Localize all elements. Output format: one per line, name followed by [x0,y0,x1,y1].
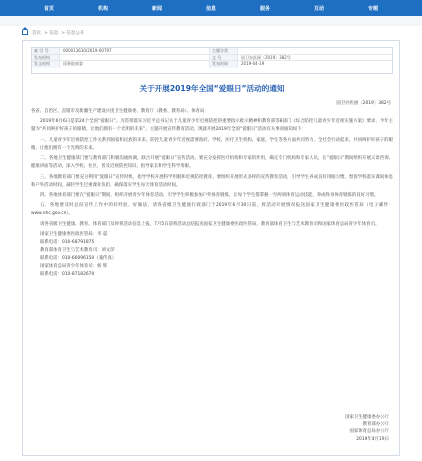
sub-navigation-strip [0,16,422,26]
document-frame [22,40,400,456]
contact-block [31,231,393,279]
nav-item-services[interactable]: 服务 [259,5,270,12]
nav-item-information[interactable]: 信息 [205,5,216,12]
document-body [31,108,393,279]
contact-line: 国家卫生健康委医政医管局：李 震 [40,232,108,238]
breadcrumb-home[interactable]: 首页 [32,30,41,36]
paragraph: 2019年6月6日是第24个全国“爱眼日”。为贯彻落实习近平总书记关于儿童青少年近视防控的重要指示批示精神和教育部等8部门《综合防控儿童青少年近视实施方案》要求，今年主题为“共同呵护好孩子的眼睛，让他们拥有一个光明的未来”。主题开展宣传教育活动，现就开展2019年全国“爱眼日”活动有关事项通知如下： [31,119,393,133]
paragraph: 请各省级卫生健康、教育、体育部门及时将活动信息上报，7月5日前将活动总结报送国家卫生健康委医政医管局、教育部体育卫生与艺术教育司和国家体育总局青少年体育司。 [40,221,380,227]
document-metadata-table [31,47,393,74]
document-title: 关于开展2019年全国“爱眼日”活动的通知 [139,84,285,93]
signatory: 国家卫生健康委办公厅 [345,415,389,420]
metadata-value: 国卫办医函〔2019〕382号 [241,54,291,60]
metadata-value [238,48,392,54]
nav-item-news[interactable]: 新闻 [151,5,162,12]
metadata-value: 2019-04-19 [241,61,265,67]
metadata-value: 000013610/2019-00797 [60,48,210,54]
signature-block [345,414,389,443]
metadata-key: 主题分类 [210,48,238,54]
top-navigation-bar [0,0,422,16]
home-icon [22,30,28,35]
metadata-key: 文 号 [210,55,238,61]
nav-item-interaction[interactable]: 互动 [313,5,324,12]
paragraph: 二、各地卫生健康部门要与教育部门积极沟通协调，联合开展“爱眼日”宣传活动。要充分发挥医疗机构和专家的作用，确定专门机构和专家人员，在“爱眼日”期间组织开展义诊咨询、健康讲座等活动，深入学校、社区，普及近视防控知识，指导家长和学生科学用眼。 [31,156,393,170]
metadata-key: 发布机构 [32,55,60,61]
signatory: 教育部办公厅 [362,422,389,428]
paragraph: 五、各地要及时总结宣传工作中的好经验、好做法，请各省级卫生健康行政部门于2019年6月30日前，将活动开展情况报送国家卫生健康委医政医管局（电子邮件：www.nhc.gov.cn）。 [31,203,393,217]
metadata-key: 索 引 号 [32,48,60,54]
breadcrumb [22,28,400,37]
paragraph: 三、各地教育部门要充分利用“爱眼日”宣传时机，指导学校开展科学用眼和近视防控教育。要组织开展形式多样的宣传教育活动，引导学生养成良好用眼习惯，督促学校落实课间休息和户外活动时间，减轻学生过重课业负担，确保落实学生每天体育活动时间。 [31,174,393,188]
nav-item-home[interactable]: 首页 [43,5,54,12]
signature-date: 2019年4月19日 [356,436,389,442]
paragraph: 四、各地体育部门要在“爱眼日”期间，组织开展青少年体育活动，引导学生积极参加户外体育锻炼，让每个学生都掌握一至两项体育运动技能，养成终身体育锻炼的良好习惯。 [40,192,379,198]
metadata-value [60,55,210,61]
signatory: 国家体育总局办公厅 [349,429,389,435]
greeting: 各省、自治区、直辖市及新疆生产建设兵团卫生健康委、教育厅（教委、教育局）、体育局： [31,109,209,114]
metadata-row [32,55,392,62]
contact-line: 联系电话：010-68791875 [40,240,95,246]
metadata-value: 国务院部委 [60,61,210,68]
contact-line: 教育部体育卫生与艺术教育司：刘文萍 [40,248,115,254]
document-number: 国卫办医函〔2019〕382号 [336,101,391,106]
breadcrumb-info[interactable]: > 信息 [44,30,59,36]
contact-line: 联系电话：010-87182670 [40,272,95,278]
nav-item-topics[interactable]: 专题 [367,5,378,12]
contact-line: 联系电话：010-66096150（兼传真） [40,256,117,262]
paragraph: 一、儿童青少年近视防控工作关系到国家和民族的未来。防控儿童青少年近视需要政府、学校、医疗卫生机构、家庭、学生等各方面共同努力，全社会行动起来，共同呵护好孩子的眼睛，让他们拥有一个光明的未来。 [31,137,393,151]
breadcrumb-disclosure[interactable]: > 信息公开 [61,30,85,36]
metadata-row [32,48,392,55]
metadata-key: 发布时间 [210,61,238,68]
contact-line: 国家体育总局青少年体育司：杨 辉 [40,264,108,270]
metadata-row [32,61,392,68]
metadata-key: 发文机构 [32,61,60,68]
nav-item-agencies[interactable]: 机构 [97,5,108,12]
